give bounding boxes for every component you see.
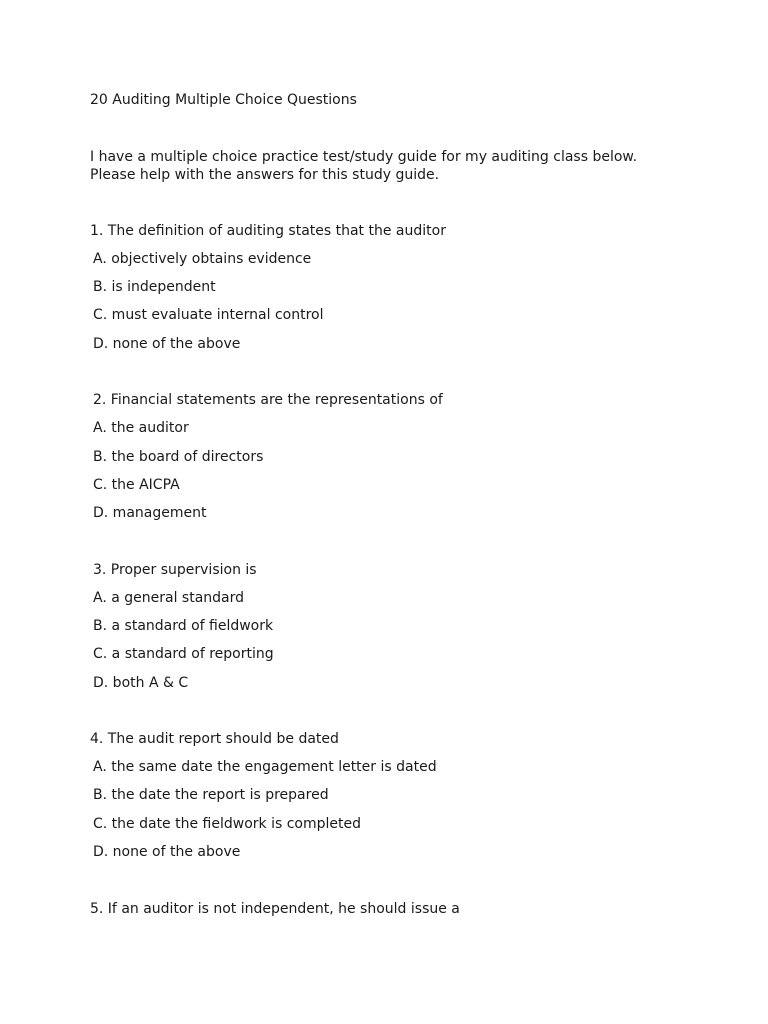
- question-3-option-a: A. a general standard: [93, 590, 245, 606]
- question-4-text: 4. The audit report should be dated: [90, 731, 339, 747]
- intro-line-2: Please help with the answers for this study guide.: [90, 167, 440, 183]
- question-3-option-c: C. a standard of reporting: [93, 646, 274, 662]
- question-4-option-b: B. the date the report is prepared: [93, 787, 329, 803]
- question-2-text: 2. Financial statements are the representations of: [93, 392, 443, 408]
- question-1-option-c: C. must evaluate internal control: [93, 307, 324, 323]
- question-2-option-d: D. management: [93, 505, 207, 521]
- question-3-option-b: B. a standard of fieldwork: [93, 618, 274, 634]
- intro-line-1: I have a multiple choice practice test/study guide for my auditing class below.: [90, 149, 638, 165]
- question-4-option-c: C. the date the fieldwork is completed: [93, 816, 361, 832]
- question-1-option-b: B. is independent: [93, 279, 216, 295]
- question-1-text: 1. The definition of auditing states that the auditor: [90, 223, 446, 239]
- question-5-text: 5. If an auditor is not independent, he should issue a: [90, 901, 460, 917]
- question-1-option-d: D. none of the above: [93, 336, 241, 352]
- question-3-text: 3. Proper supervision is: [93, 562, 257, 578]
- question-3-option-d: D. both A & C: [93, 675, 189, 691]
- question-4-option-a: A. the same date the engagement letter is dated: [93, 759, 437, 775]
- question-2-option-b: B. the board of directors: [93, 449, 264, 465]
- document-title: 20 Auditing Multiple Choice Questions: [90, 92, 357, 108]
- question-4-option-d: D. none of the above: [93, 844, 241, 860]
- question-2-option-c: C. the AICPA: [93, 477, 180, 493]
- question-1-option-a: A. objectively obtains evidence: [93, 251, 312, 267]
- question-2-option-a: A. the auditor: [93, 420, 189, 436]
